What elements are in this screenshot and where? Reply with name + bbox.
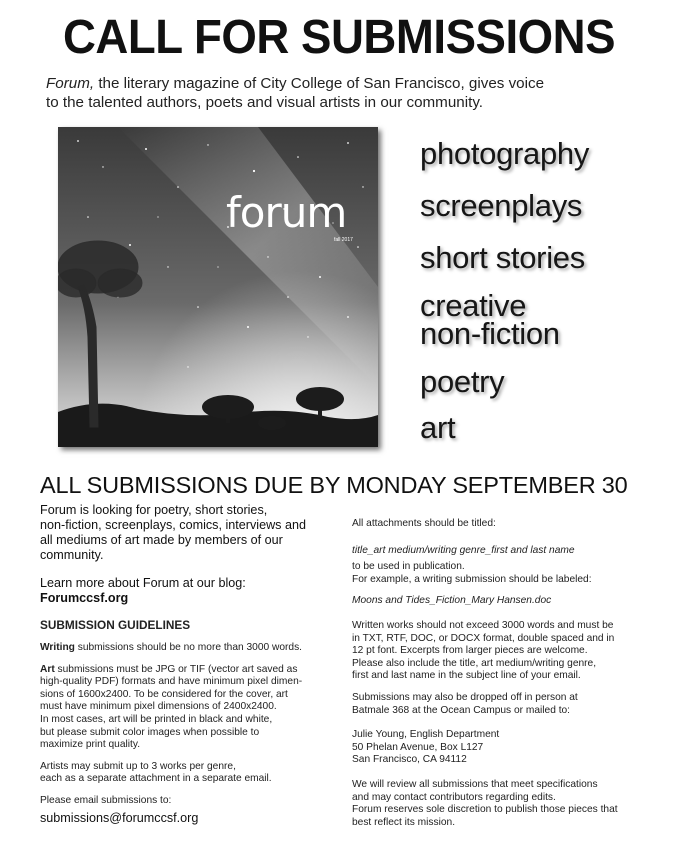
written-line: first and last name in the subject line of your email. [352,670,581,682]
magazine-cover [58,127,378,447]
category-screenplays: screenplays [420,188,583,223]
address-line: San Francisco, CA 94112 [352,754,467,766]
category-photography: photography [420,136,590,171]
intro-line-2: to the talented authors, poets and visual artists in our community. [46,94,484,111]
intro-text [46,74,646,112]
dropoff-line: Batmale 368 at the Ocean Campus or mailed to: [352,704,571,716]
art-line: must have minimum pixel dimensions of 2400x2400. [40,701,277,713]
page-title: CALL FOR SUBMISSIONS [62,11,616,64]
guidelines-heading: SUBMISSION GUIDELINES [40,618,191,632]
written-line: in TXT, RTF, DOC, or DOCX format, double spaced and in [352,632,615,644]
art-line: high-quality PDF) formats and have minimum pixel dimen- [40,676,303,688]
category-creative: creative [420,288,527,323]
artists-line: Artists may submit up to 3 works per genre, [40,760,236,772]
cover-logo: forum [226,188,347,237]
written-line: 12 pt font. Excerpts from larger pieces are welcome. [352,645,588,657]
category-non-fiction: non-fiction [420,316,560,351]
category-poetry: poetry [420,364,505,399]
category-art: art [420,410,456,445]
writing-guideline [40,642,335,655]
address-line: 50 Phelan Avenue, Box L127 [352,741,484,753]
written-line: Please also include the title, art medium/writing genre, [352,657,597,669]
art-line: but please submit color images when possible to [40,726,260,738]
right-column [352,518,652,829]
publication-line: For example, a writing submission should be labeled: [352,573,592,585]
review-line: Forum reserves sole discretion to publish those pieces that [352,804,618,816]
publication-line: to be used in publication. [352,561,465,573]
filename-example: Moons and Tides_Fiction_Mary Hansen.doc [352,595,552,607]
intro-line: all mediums of art made by members of our [40,533,283,547]
blog-line: Learn more about Forum at our blog: [40,576,246,590]
cover-edition: fall 2017 [334,237,353,243]
dropoff-line: Submissions may also be dropped off in person at [352,691,578,703]
art-line: sions of 1600x2400. To be considered for the cover, art [40,688,288,700]
title-format: title_art medium/writing genre_first and last name [352,544,575,556]
intro-line-1: the literary magazine of City College of San Francisco, gives voice [94,75,545,92]
magazine-name: Forum, [46,75,95,92]
artists-line: each as a separate attachment in a separate email. [40,773,272,785]
intro-line: Forum is looking for poetry, short stories, [40,503,268,517]
art-label: Art [40,663,55,675]
address-line: Julie Young, English Department [352,729,500,741]
left-column [40,503,335,826]
art-text: submissions must be JPG or TIF (vector art saved as [54,663,298,675]
intro-line: community. [40,548,104,562]
attach-title: All attachments should be titled: [352,518,496,529]
art-line: maximize print quality. [40,739,141,751]
writing-label: Writing [40,642,75,653]
deadline-banner: ALL SUBMISSIONS DUE BY MONDAY SEPTEMBER 30 [40,472,628,498]
review-line: We will review all submissions that meet specifications [352,778,598,790]
written-line: Written works should not exceed 3000 words and must be [352,619,614,631]
review-line: best reflect its mission. [352,816,456,828]
review-line: and may contact contributors regarding edits. [352,791,556,803]
art-guideline [40,664,335,677]
email-link[interactable]: submissions@forumccsf.org [40,810,199,825]
blog-link[interactable]: Forumccsf.org [40,591,129,605]
writing-text: submissions should be no more than 3000 words. [74,642,302,653]
intro-line: non-fiction, screenplays, comics, interviews and [40,518,306,532]
art-line: In most cases, art will be printed in black and white, [40,713,273,725]
cover-image [58,127,378,447]
category-short-stories: short stories [420,240,585,275]
email-prompt: Please email submissions to: [40,794,172,806]
